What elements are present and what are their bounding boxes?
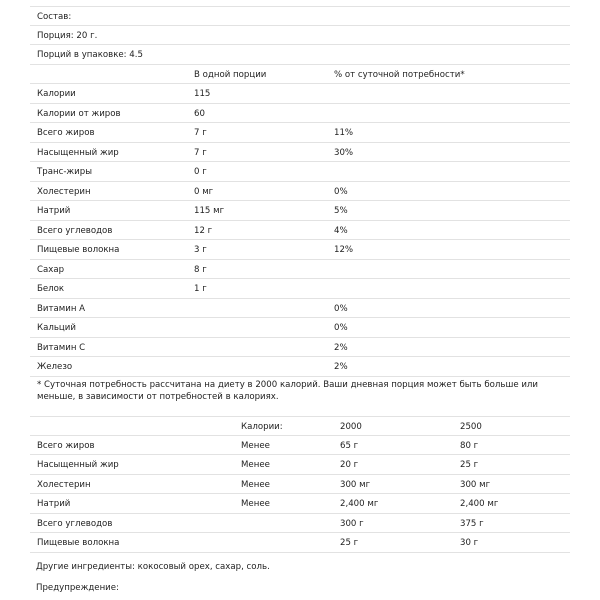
daily-value-2000: 300 мг xyxy=(340,479,371,490)
daily-nutrient-name: Натрий xyxy=(37,499,71,509)
nutrient-amount: 0 мг xyxy=(194,186,214,197)
nutrient-name: Витамин А xyxy=(37,303,86,314)
portions-per-pack-row xyxy=(30,45,570,65)
daily-value-2500: 80 г xyxy=(460,440,479,451)
daily-nutrient-name: Всего жиров xyxy=(37,440,95,451)
daily-value-2500: 375 г xyxy=(460,518,484,529)
nutrient-name: Всего жиров xyxy=(37,128,95,138)
warning-label: Предупреждение: xyxy=(36,583,119,593)
composition-row xyxy=(30,6,570,26)
nutrient-name: Пищевые волокна xyxy=(37,245,120,255)
table-row xyxy=(30,357,570,377)
nutrient-name: Сахар xyxy=(37,264,65,275)
daily-nutrient-name: Пищевые волокна xyxy=(37,538,120,548)
nutrient-name: Железо xyxy=(37,362,73,372)
nutrient-name: Транс-жиры xyxy=(37,167,92,177)
nutrient-name: Кальций xyxy=(37,323,76,333)
table-row xyxy=(30,123,570,143)
portions-per-pack-text: Порций в упаковке: 4.5 xyxy=(37,50,143,60)
nutrition-header-row xyxy=(30,65,570,85)
nutrient-amount: 7 г xyxy=(194,147,207,158)
nutrient-amount: 0 г xyxy=(194,167,207,177)
nutrient-name: Белок xyxy=(37,284,65,294)
nutrient-name: Насыщенный жир xyxy=(37,147,119,158)
daily-header-2500: 2500 xyxy=(460,422,482,432)
table-row xyxy=(30,318,570,338)
nutrition-header-per-serving: В одной порции xyxy=(194,69,267,80)
nutrient-name: Витамин С xyxy=(37,342,86,353)
nutrient-amount: 1 г xyxy=(194,284,207,294)
nutrient-daily-percent: 11% xyxy=(334,128,354,138)
table-row xyxy=(30,240,570,260)
table-row xyxy=(30,221,570,241)
nutrient-daily-percent: 0% xyxy=(334,303,348,314)
daily-qualifier: Менее xyxy=(241,440,270,451)
table-row xyxy=(30,494,570,514)
table-row xyxy=(30,84,570,104)
nutrient-daily-percent: 0% xyxy=(334,186,348,197)
nutrient-daily-percent: 0% xyxy=(334,323,348,333)
table-row xyxy=(30,514,570,534)
composition-label: Состав: xyxy=(37,12,72,22)
daily-header-calories: Калории: xyxy=(241,422,283,432)
table-row xyxy=(30,279,570,299)
table-row xyxy=(30,201,570,221)
daily-value-2000: 25 г xyxy=(340,538,359,548)
table-row xyxy=(30,455,570,475)
daily-value-footnote: * Суточная потребность рассчитана на диету в 2000 калорий. Ваши дневная порция может быть больше или меньше, в зависимости от потребностей в калориях. xyxy=(37,380,539,402)
daily-header-2000: 2000 xyxy=(340,422,362,432)
nutrient-name: Всего углеводов xyxy=(37,225,113,236)
daily-value-2000: 20 г xyxy=(340,460,359,470)
daily-value-2500: 25 г xyxy=(460,460,479,470)
daily-value-2500: 300 мг xyxy=(460,479,491,490)
daily-nutrient-name: Холестерин xyxy=(37,479,91,490)
nutrient-amount: 115 мг xyxy=(194,206,225,216)
portion-row xyxy=(30,26,570,46)
nutrient-amount: 60 xyxy=(194,108,205,119)
table-row xyxy=(30,475,570,495)
daily-nutrient-name: Насыщенный жир xyxy=(37,460,119,470)
table-row xyxy=(30,299,570,319)
nutrient-daily-percent: 4% xyxy=(334,225,348,236)
nutrient-name: Калории xyxy=(37,89,76,99)
other-ingredients: Другие ингредиенты: кокосовый орех, сахар, соль. xyxy=(36,562,270,572)
table-row xyxy=(30,260,570,280)
nutrient-daily-percent: 2% xyxy=(334,362,348,372)
nutrient-daily-percent: 12% xyxy=(334,245,354,255)
daily-value-2000: 300 г xyxy=(340,518,364,529)
table-row xyxy=(30,162,570,182)
daily-value-2000: 65 г xyxy=(340,440,359,451)
nutrition-header-daily-value: % от суточной потребности* xyxy=(334,69,465,80)
table-row xyxy=(30,182,570,202)
table-row xyxy=(30,338,570,358)
daily-qualifier: Менее xyxy=(241,460,270,470)
nutrient-name: Холестерин xyxy=(37,186,91,197)
daily-qualifier: Менее xyxy=(241,499,270,509)
daily-value-2000: 2,400 мг xyxy=(340,499,379,509)
daily-nutrient-name: Всего углеводов xyxy=(37,518,113,529)
portion-text: Порция: 20 г. xyxy=(37,30,98,41)
table-row xyxy=(30,436,570,456)
nutrient-name: Натрий xyxy=(37,206,71,216)
daily-value-2500: 2,400 мг xyxy=(460,499,499,509)
nutrient-daily-percent: 5% xyxy=(334,206,348,216)
table-row xyxy=(30,104,570,124)
nutrient-amount: 8 г xyxy=(194,264,207,275)
daily-qualifier: Менее xyxy=(241,479,270,490)
nutrient-daily-percent: 2% xyxy=(334,342,348,353)
nutrient-amount: 7 г xyxy=(194,128,207,138)
daily-value-2500: 30 г xyxy=(460,538,479,548)
nutrient-amount: 12 г xyxy=(194,225,213,236)
table-row xyxy=(30,533,570,553)
nutrient-amount: 115 xyxy=(194,89,211,99)
nutrient-daily-percent: 30% xyxy=(334,147,354,158)
nutrient-name: Калории от жиров xyxy=(37,108,121,119)
daily-values-header-row xyxy=(30,416,570,436)
nutrient-amount: 3 г xyxy=(194,245,207,255)
table-row xyxy=(30,143,570,163)
